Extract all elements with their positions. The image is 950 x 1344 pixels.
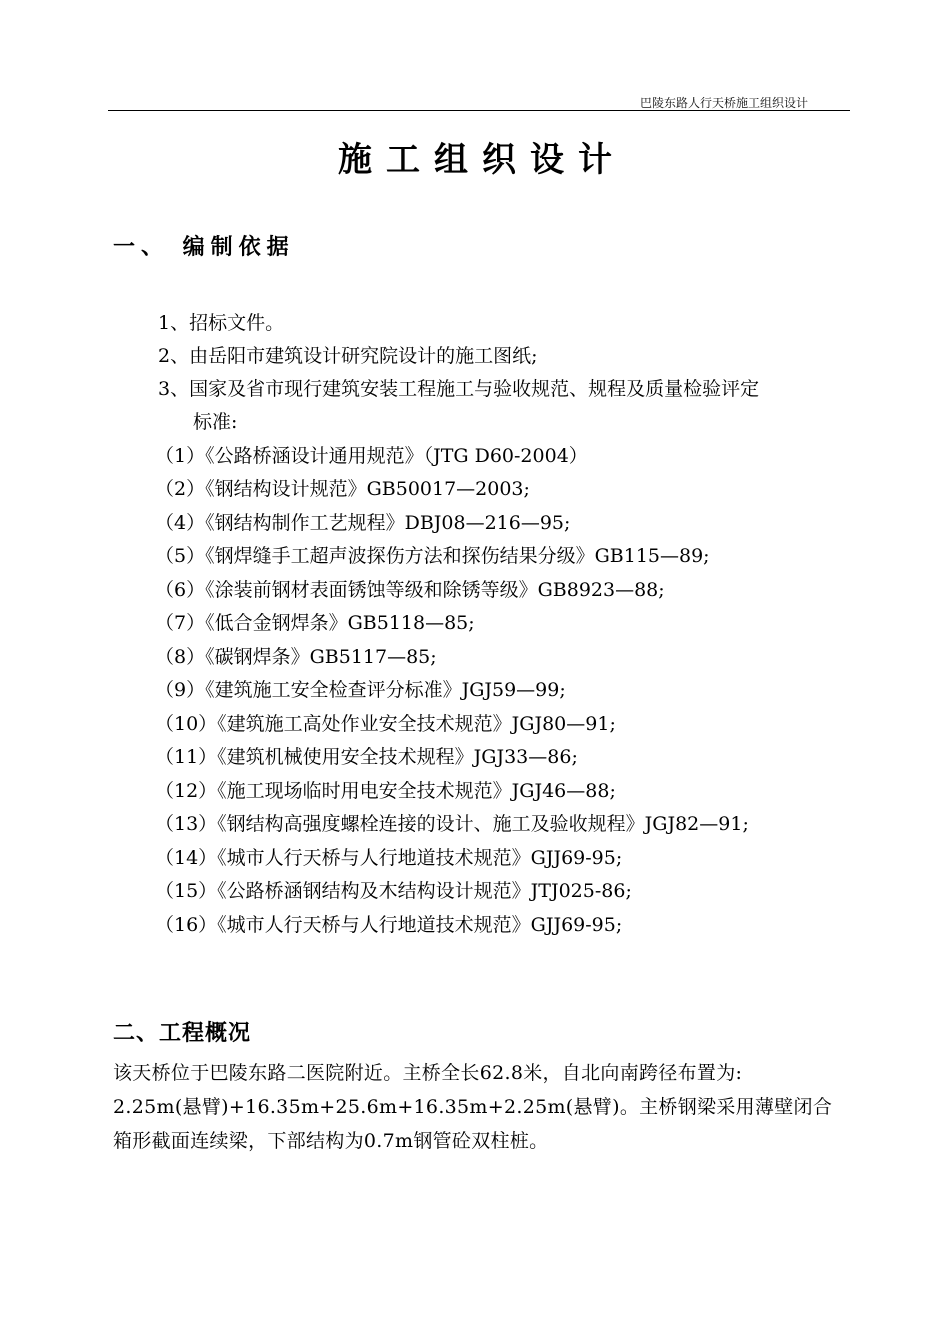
standard-item: （5）《钢焊缝手工超声波探伤方法和探伤结果分级》GB115—89; xyxy=(155,545,710,567)
overview-paragraph-line: 2.25m(悬臂)+16.35m+25.6m+16.35m+2.25m(悬臂)。主桥钢梁采用薄壁闭合 xyxy=(113,1096,833,1118)
basis-item: 1、招标文件。 xyxy=(158,312,285,334)
standard-item: （1）《公路桥涵设计通用规范》（JTG D60-2004） xyxy=(155,445,588,467)
standard-item: （12）《施工现场临时用电安全技术规范》JGJ46—88; xyxy=(155,780,616,802)
standard-item: （6）《涂装前钢材表面锈蚀等级和除锈等级》GB8923—88; xyxy=(155,579,665,601)
standard-item: （13）《钢结构高强度螺栓连接的设计、施工及验收规程》JGJ82—91; xyxy=(155,813,749,835)
section-heading-overview: 二、工程概况 xyxy=(113,1021,252,1046)
document-title: 施工组织设计 xyxy=(338,140,626,180)
standard-item: （14）《城市人行天桥与人行地道技术规范》GJJ69-95; xyxy=(155,847,623,869)
standard-item: （7）《低合金钢焊条》GB5118—85; xyxy=(155,612,475,634)
standard-item: （9）《建筑施工安全检查评分标准》JGJ59—99; xyxy=(155,679,566,701)
overview-paragraph-line: 箱形截面连续梁，下部结构为0.7m钢管砼双柱桩。 xyxy=(113,1130,549,1152)
standard-item: （11）《建筑机械使用安全技术规程》JGJ33—86; xyxy=(155,746,578,768)
standard-item: （2）《钢结构设计规范》GB50017—2003; xyxy=(155,478,530,500)
standard-item: （16）《城市人行天桥与人行地道技术规范》GJJ69-95; xyxy=(155,914,623,936)
standard-item: （8）《碳钢焊条》GB5117—85; xyxy=(155,646,437,668)
basis-item: 2、由岳阳市建筑设计研究院设计的施工图纸; xyxy=(158,345,538,367)
standard-item: （15）《公路桥涵钢结构及木结构设计规范》JTJ025-86; xyxy=(155,880,632,902)
overview-paragraph-line: 该天桥位于巴陵东路二医院附近。主桥全长62.8米，自北向南跨径布置为: xyxy=(113,1062,743,1084)
header-rule xyxy=(108,110,850,111)
basis-item: 3、国家及省市现行建筑安装工程施工与验收规范、规程及质量检验评定 xyxy=(158,378,760,400)
standard-item: （10）《建筑施工高处作业安全技术规范》JGJ80—91; xyxy=(155,713,616,735)
section-heading-basis: 一、 编制依据 xyxy=(113,235,295,260)
standard-item: （4）《钢结构制作工艺规程》DBJ08—216—95; xyxy=(155,512,571,534)
running-header: 巴陵东路人行天桥施工组织设计 xyxy=(639,96,808,110)
basis-item-continuation: 标准: xyxy=(193,411,238,433)
